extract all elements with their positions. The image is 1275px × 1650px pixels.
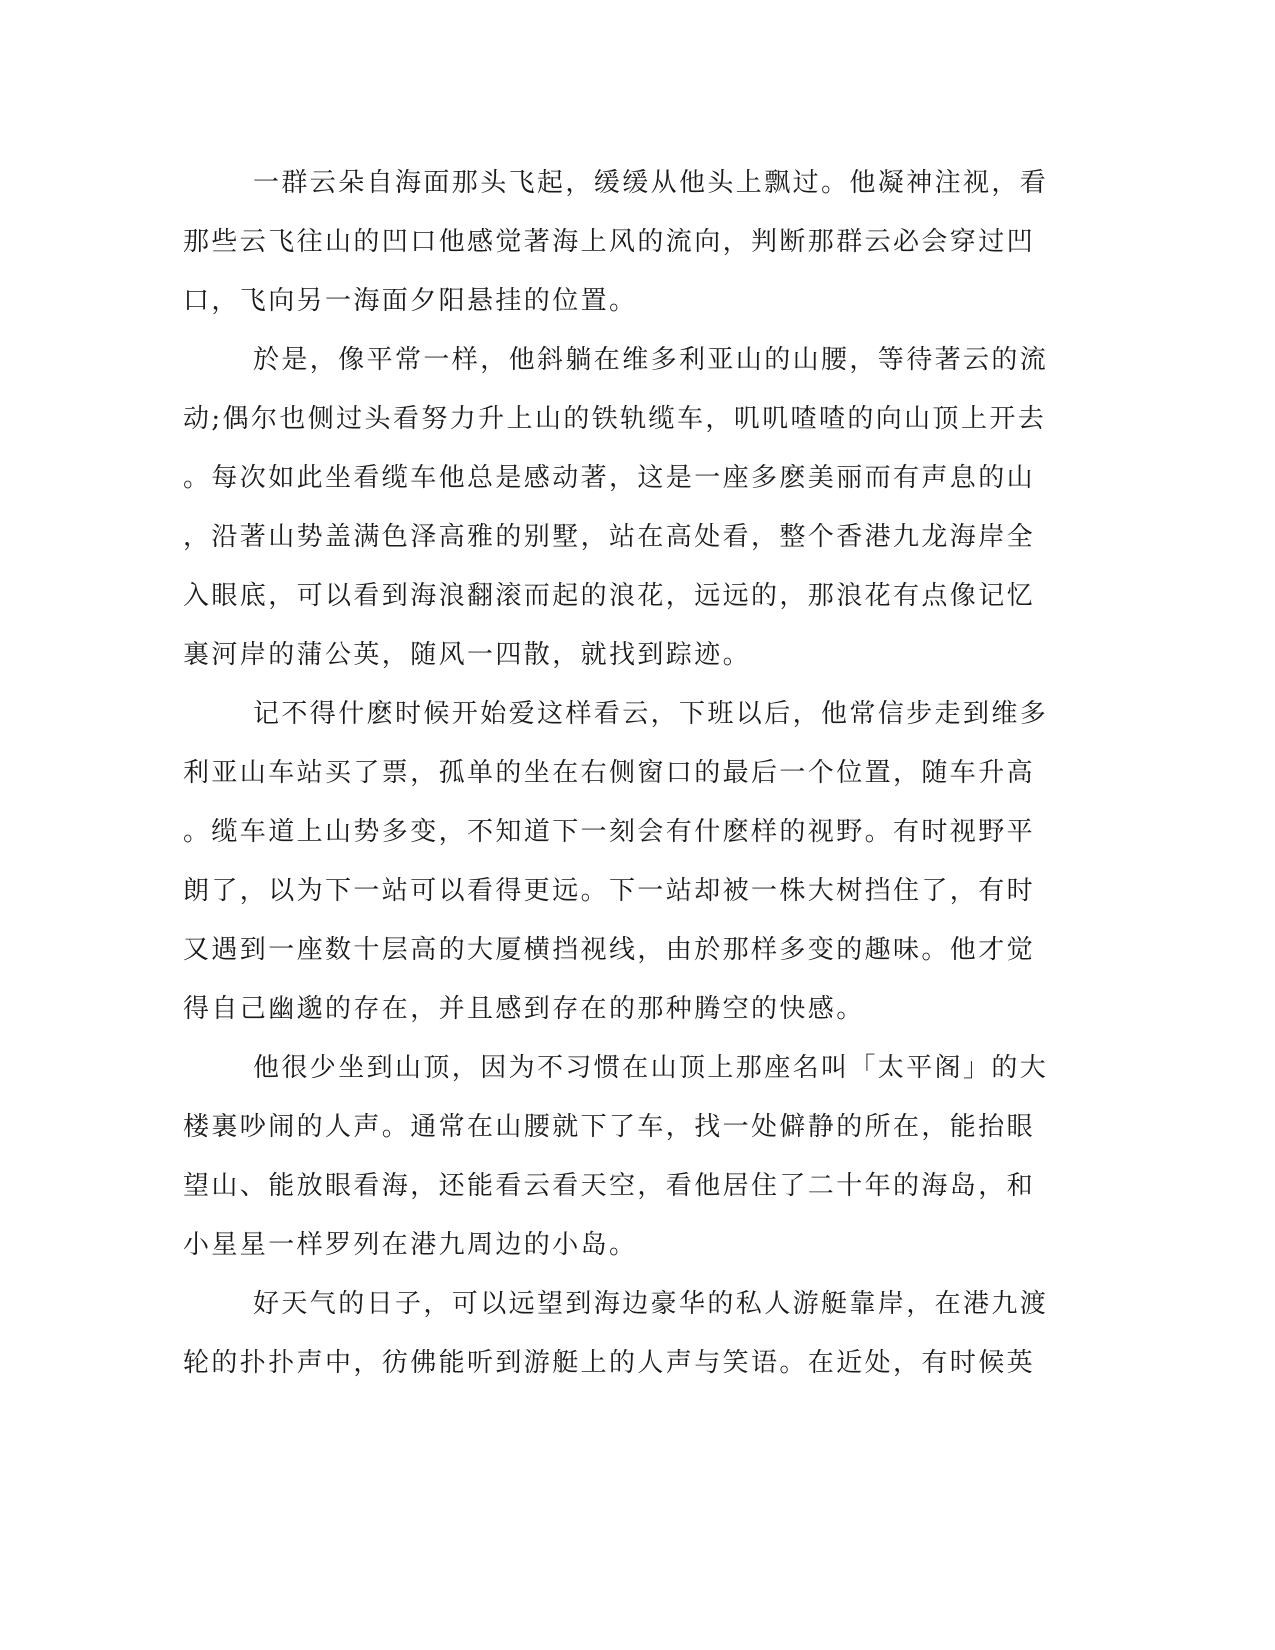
- text-line: 一群云朵自海面那头飞起，缓缓从他头上飘过。他凝神注视，看: [253, 168, 1049, 198]
- text-line: 入眼底，可以看到海浪翻滚而起的浪花，远远的，那浪花有点像记忆: [183, 581, 1036, 611]
- text-line: 。每次如此坐看缆车他总是感动著，这是一座多麽美丽而有声息的山: [183, 463, 1036, 493]
- text-line: 得自己幽邈的存在，并且感到存在的那种腾空的快感。: [183, 994, 865, 1024]
- text-line: 於是，像平常一样，他斜躺在维多利亚山的山腰，等待著云的流: [253, 345, 1049, 375]
- paragraph-5: [183, 1281, 1049, 1399]
- paragraph-4: [183, 1045, 1049, 1281]
- paragraph-2: [183, 337, 1049, 691]
- text-line: 动;偶尔也侧过头看努力升上山的铁轨缆车，叽叽喳喳的向山顶上开去: [183, 404, 1047, 434]
- text-line: 裏河岸的蒲公英，随风一四散，就找到踪迹。: [183, 640, 752, 670]
- paragraph-1: [183, 160, 1049, 337]
- text-line: ，沿著山势盖满色泽高雅的别墅，站在高处看，整个香港九龙海岸全: [183, 522, 1036, 552]
- text-line: 又遇到一座数十层高的大厦横挡视线，由於那样多变的趣味。他才觉: [183, 935, 1036, 965]
- body-text: [183, 160, 1049, 1399]
- text-line: 记不得什麽时候开始爱这样看云，下班以后，他常信步走到维多: [253, 699, 1049, 729]
- text-line: 那些云飞往山的凹口他感觉著海上风的流向，判断那群云必会穿过凹: [183, 227, 1036, 257]
- text-line: 好天气的日子，可以远望到海边豪华的私人游艇靠岸，在港九渡: [253, 1289, 1049, 1319]
- text-line: 小星星一样罗列在港九周边的小岛。: [183, 1230, 638, 1260]
- text-line: 口，飞向另一海面夕阳悬挂的位置。: [183, 286, 638, 316]
- text-line: 望山、能放眼看海，还能看云看天空，看他居住了二十年的海岛，和: [183, 1171, 1036, 1201]
- text-line: 利亚山车站买了票，孤单的坐在右侧窗口的最后一个位置，随车升高: [183, 758, 1036, 788]
- text-line: 楼裏吵闹的人声。通常在山腰就下了车，找一处僻静的所在，能抬眼: [183, 1112, 1036, 1142]
- text-line: 。缆车道上山势多变，不知道下一刻会有什麽样的视野。有时视野平: [183, 817, 1036, 847]
- paragraph-3: [183, 691, 1049, 1045]
- text-line: 轮的扑扑声中，彷佛能听到游艇上的人声与笑语。在近处，有时候英: [183, 1348, 1036, 1378]
- text-line: 朗了，以为下一站可以看得更远。下一站却被一株大树挡住了，有时: [183, 876, 1036, 906]
- text-line: 他很少坐到山顶，因为不习惯在山顶上那座名叫「太平阁」的大: [253, 1053, 1049, 1083]
